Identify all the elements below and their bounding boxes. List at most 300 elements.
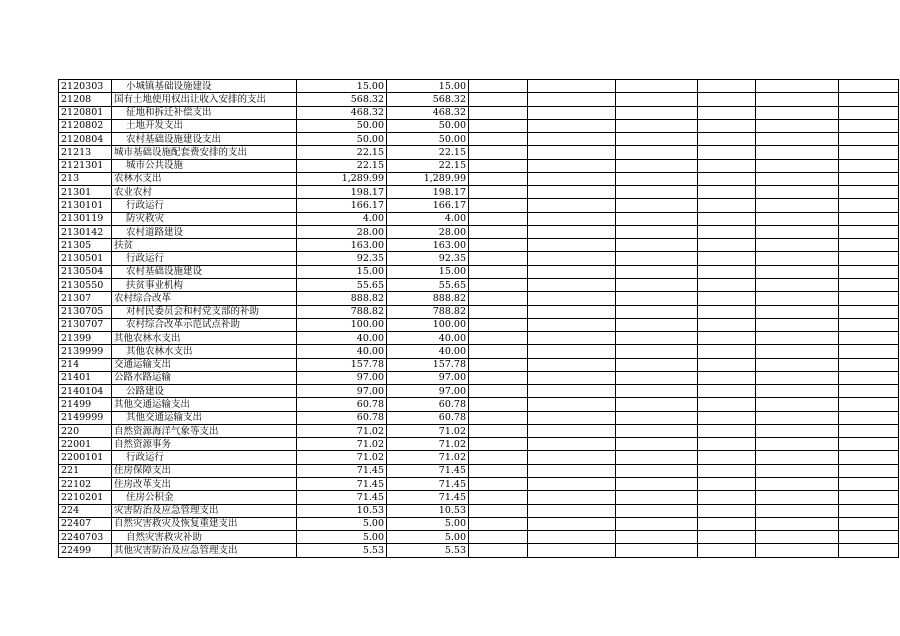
amount-cell: 40.00 bbox=[297, 332, 387, 345]
table-row bbox=[59, 385, 899, 398]
empty-cell bbox=[469, 159, 528, 172]
subject-name-cell: 自然灾害救灾补助 bbox=[112, 531, 297, 544]
empty-cell bbox=[839, 278, 899, 291]
empty-cell bbox=[839, 424, 899, 437]
subject-name-cell: 征地和拆迁补偿支出 bbox=[112, 106, 297, 119]
empty-cell bbox=[839, 318, 899, 331]
subject-name-cell: 其他灾害防治及应急管理支出 bbox=[112, 544, 297, 557]
empty-cell bbox=[756, 411, 839, 424]
subject-code-cell: 22499 bbox=[59, 544, 112, 557]
subject-name-cell: 自然灾害救灾及恢复重建支出 bbox=[112, 517, 297, 530]
table-row bbox=[59, 186, 899, 199]
amount-cell: 5.53 bbox=[297, 544, 387, 557]
empty-cell bbox=[469, 133, 528, 146]
table-row bbox=[59, 451, 899, 464]
amount-cell: 50.00 bbox=[387, 119, 469, 132]
table-row bbox=[59, 358, 899, 371]
table-row bbox=[59, 212, 899, 225]
empty-cell bbox=[616, 278, 698, 291]
empty-cell bbox=[839, 239, 899, 252]
empty-cell bbox=[616, 119, 698, 132]
empty-cell bbox=[616, 451, 698, 464]
empty-cell bbox=[698, 424, 756, 437]
empty-cell bbox=[756, 464, 839, 477]
amount-cell: 788.82 bbox=[297, 305, 387, 318]
empty-cell bbox=[528, 385, 616, 398]
empty-cell bbox=[469, 225, 528, 238]
empty-cell bbox=[698, 371, 756, 384]
amount-cell: 1,289.99 bbox=[387, 172, 469, 185]
empty-cell bbox=[698, 106, 756, 119]
table-row bbox=[59, 172, 899, 185]
empty-cell bbox=[756, 292, 839, 305]
amount-cell: 468.32 bbox=[387, 106, 469, 119]
table-row bbox=[59, 371, 899, 384]
subject-name-cell: 农林水支出 bbox=[112, 172, 297, 185]
empty-cell bbox=[616, 292, 698, 305]
empty-cell bbox=[756, 345, 839, 358]
amount-cell: 22.15 bbox=[297, 146, 387, 159]
empty-cell bbox=[756, 252, 839, 265]
empty-cell bbox=[839, 477, 899, 490]
table-row bbox=[59, 332, 899, 345]
subject-code-cell: 2130142 bbox=[59, 225, 112, 238]
amount-cell: 100.00 bbox=[297, 318, 387, 331]
empty-cell bbox=[756, 438, 839, 451]
table-row bbox=[59, 252, 899, 265]
empty-cell bbox=[616, 385, 698, 398]
subject-code-cell: 21208 bbox=[59, 93, 112, 106]
empty-cell bbox=[469, 252, 528, 265]
empty-cell bbox=[469, 371, 528, 384]
subject-code-cell: 2149999 bbox=[59, 411, 112, 424]
empty-cell bbox=[839, 504, 899, 517]
amount-cell: 40.00 bbox=[387, 345, 469, 358]
amount-cell: 92.35 bbox=[387, 252, 469, 265]
empty-cell bbox=[756, 199, 839, 212]
empty-cell bbox=[528, 212, 616, 225]
empty-cell bbox=[469, 385, 528, 398]
table-row bbox=[59, 93, 899, 106]
empty-cell bbox=[698, 225, 756, 238]
amount-cell: 163.00 bbox=[387, 239, 469, 252]
amount-cell: 60.78 bbox=[387, 411, 469, 424]
table-row bbox=[59, 504, 899, 517]
empty-cell bbox=[756, 371, 839, 384]
amount-cell: 55.65 bbox=[297, 278, 387, 291]
amount-cell: 71.02 bbox=[387, 424, 469, 437]
subject-name-cell: 交通运输支出 bbox=[112, 358, 297, 371]
empty-cell bbox=[528, 358, 616, 371]
empty-cell bbox=[839, 212, 899, 225]
empty-cell bbox=[756, 451, 839, 464]
amount-cell: 97.00 bbox=[387, 371, 469, 384]
empty-cell bbox=[528, 318, 616, 331]
empty-cell bbox=[839, 385, 899, 398]
empty-cell bbox=[528, 411, 616, 424]
subject-code-cell: 221 bbox=[59, 464, 112, 477]
amount-cell: 60.78 bbox=[387, 398, 469, 411]
empty-cell bbox=[528, 133, 616, 146]
amount-cell: 71.45 bbox=[297, 477, 387, 490]
subject-code-cell: 220 bbox=[59, 424, 112, 437]
subject-name-cell: 行政运行 bbox=[112, 451, 297, 464]
amount-cell: 71.02 bbox=[297, 438, 387, 451]
table-row bbox=[59, 531, 899, 544]
amount-cell: 163.00 bbox=[297, 239, 387, 252]
empty-cell bbox=[839, 159, 899, 172]
empty-cell bbox=[616, 411, 698, 424]
empty-cell bbox=[469, 345, 528, 358]
empty-cell bbox=[756, 146, 839, 159]
empty-cell bbox=[469, 464, 528, 477]
amount-cell: 15.00 bbox=[387, 80, 469, 93]
empty-cell bbox=[698, 305, 756, 318]
subject-code-cell: 21213 bbox=[59, 146, 112, 159]
empty-cell bbox=[839, 517, 899, 530]
subject-code-cell: 2210201 bbox=[59, 491, 112, 504]
subject-code-cell: 21305 bbox=[59, 239, 112, 252]
empty-cell bbox=[756, 212, 839, 225]
table-row bbox=[59, 438, 899, 451]
empty-cell bbox=[839, 265, 899, 278]
empty-cell bbox=[616, 504, 698, 517]
empty-cell bbox=[616, 398, 698, 411]
subject-name-cell: 城市基础设施配套费安排的支出 bbox=[112, 146, 297, 159]
table-row bbox=[59, 225, 899, 238]
empty-cell bbox=[698, 278, 756, 291]
subject-name-cell: 防灾救灾 bbox=[112, 212, 297, 225]
empty-cell bbox=[528, 345, 616, 358]
empty-cell bbox=[839, 119, 899, 132]
empty-cell bbox=[839, 172, 899, 185]
empty-cell bbox=[698, 544, 756, 557]
empty-cell bbox=[698, 186, 756, 199]
amount-cell: 71.45 bbox=[387, 491, 469, 504]
empty-cell bbox=[469, 491, 528, 504]
empty-cell bbox=[698, 477, 756, 490]
empty-cell bbox=[528, 265, 616, 278]
subject-name-cell: 农村基础设施建设 bbox=[112, 265, 297, 278]
empty-cell bbox=[756, 504, 839, 517]
empty-cell bbox=[756, 332, 839, 345]
table-row bbox=[59, 517, 899, 530]
amount-cell: 50.00 bbox=[387, 133, 469, 146]
empty-cell bbox=[698, 133, 756, 146]
empty-cell bbox=[698, 358, 756, 371]
subject-name-cell: 其他交通运输支出 bbox=[112, 398, 297, 411]
subject-code-cell: 2120801 bbox=[59, 106, 112, 119]
empty-cell bbox=[839, 106, 899, 119]
empty-cell bbox=[756, 398, 839, 411]
subject-name-cell: 小城镇基础设施建设 bbox=[112, 80, 297, 93]
empty-cell bbox=[616, 159, 698, 172]
subject-name-cell: 农村综合改革 bbox=[112, 292, 297, 305]
empty-cell bbox=[528, 119, 616, 132]
empty-cell bbox=[698, 504, 756, 517]
empty-cell bbox=[528, 398, 616, 411]
subject-name-cell: 自然资源事务 bbox=[112, 438, 297, 451]
empty-cell bbox=[469, 265, 528, 278]
empty-cell bbox=[839, 438, 899, 451]
empty-cell bbox=[616, 80, 698, 93]
empty-cell bbox=[469, 451, 528, 464]
subject-code-cell: 224 bbox=[59, 504, 112, 517]
amount-cell: 97.00 bbox=[297, 371, 387, 384]
amount-cell: 5.00 bbox=[297, 517, 387, 530]
empty-cell bbox=[839, 371, 899, 384]
empty-cell bbox=[698, 239, 756, 252]
amount-cell: 22.15 bbox=[387, 159, 469, 172]
empty-cell bbox=[698, 451, 756, 464]
subject-code-cell: 2200101 bbox=[59, 451, 112, 464]
empty-cell bbox=[756, 385, 839, 398]
empty-cell bbox=[469, 212, 528, 225]
subject-name-cell: 农业农村 bbox=[112, 186, 297, 199]
empty-cell bbox=[528, 146, 616, 159]
empty-cell bbox=[756, 305, 839, 318]
amount-cell: 888.82 bbox=[387, 292, 469, 305]
amount-cell: 157.78 bbox=[387, 358, 469, 371]
subject-code-cell: 214 bbox=[59, 358, 112, 371]
empty-cell bbox=[698, 438, 756, 451]
empty-cell bbox=[698, 265, 756, 278]
empty-cell bbox=[528, 371, 616, 384]
amount-cell: 468.32 bbox=[297, 106, 387, 119]
empty-cell bbox=[839, 186, 899, 199]
amount-cell: 100.00 bbox=[387, 318, 469, 331]
empty-cell bbox=[469, 398, 528, 411]
table-row bbox=[59, 305, 899, 318]
empty-cell bbox=[469, 186, 528, 199]
empty-cell bbox=[528, 305, 616, 318]
subject-name-cell: 自然资源海洋气象等支出 bbox=[112, 424, 297, 437]
amount-cell: 28.00 bbox=[387, 225, 469, 238]
amount-cell: 5.00 bbox=[297, 531, 387, 544]
subject-code-cell: 2240703 bbox=[59, 531, 112, 544]
amount-cell: 10.53 bbox=[297, 504, 387, 517]
subject-code-cell: 2140104 bbox=[59, 385, 112, 398]
amount-cell: 5.53 bbox=[387, 544, 469, 557]
empty-cell bbox=[469, 239, 528, 252]
empty-cell bbox=[528, 477, 616, 490]
amount-cell: 97.00 bbox=[387, 385, 469, 398]
subject-code-cell: 21401 bbox=[59, 371, 112, 384]
amount-cell: 568.32 bbox=[297, 93, 387, 106]
empty-cell bbox=[528, 531, 616, 544]
empty-cell bbox=[469, 504, 528, 517]
amount-cell: 4.00 bbox=[297, 212, 387, 225]
empty-cell bbox=[698, 119, 756, 132]
empty-cell bbox=[469, 424, 528, 437]
amount-cell: 92.35 bbox=[297, 252, 387, 265]
empty-cell bbox=[698, 491, 756, 504]
empty-cell bbox=[839, 464, 899, 477]
empty-cell bbox=[616, 464, 698, 477]
amount-cell: 166.17 bbox=[387, 199, 469, 212]
empty-cell bbox=[528, 292, 616, 305]
amount-cell: 166.17 bbox=[297, 199, 387, 212]
empty-cell bbox=[528, 80, 616, 93]
subject-name-cell: 公路水路运输 bbox=[112, 371, 297, 384]
empty-cell bbox=[528, 424, 616, 437]
empty-cell bbox=[616, 477, 698, 490]
empty-cell bbox=[616, 265, 698, 278]
empty-cell bbox=[616, 544, 698, 557]
subject-code-cell: 21307 bbox=[59, 292, 112, 305]
empty-cell bbox=[616, 252, 698, 265]
subject-code-cell: 21499 bbox=[59, 398, 112, 411]
amount-cell: 22.15 bbox=[297, 159, 387, 172]
amount-cell: 60.78 bbox=[297, 398, 387, 411]
empty-cell bbox=[756, 172, 839, 185]
empty-cell bbox=[698, 345, 756, 358]
empty-cell bbox=[839, 93, 899, 106]
empty-cell bbox=[698, 385, 756, 398]
empty-cell bbox=[698, 398, 756, 411]
empty-cell bbox=[616, 371, 698, 384]
empty-cell bbox=[698, 212, 756, 225]
empty-cell bbox=[469, 172, 528, 185]
empty-cell bbox=[756, 491, 839, 504]
amount-cell: 40.00 bbox=[297, 345, 387, 358]
subject-code-cell: 2120303 bbox=[59, 80, 112, 93]
subject-code-cell: 2130707 bbox=[59, 318, 112, 331]
empty-cell bbox=[756, 106, 839, 119]
empty-cell bbox=[698, 159, 756, 172]
amount-cell: 5.00 bbox=[387, 517, 469, 530]
empty-cell bbox=[469, 146, 528, 159]
empty-cell bbox=[839, 133, 899, 146]
empty-cell bbox=[469, 278, 528, 291]
subject-code-cell: 21399 bbox=[59, 332, 112, 345]
amount-cell: 50.00 bbox=[297, 119, 387, 132]
empty-cell bbox=[839, 398, 899, 411]
empty-cell bbox=[528, 451, 616, 464]
empty-cell bbox=[839, 358, 899, 371]
table-row bbox=[59, 491, 899, 504]
subject-code-cell: 2130550 bbox=[59, 278, 112, 291]
empty-cell bbox=[698, 464, 756, 477]
subject-code-cell: 2139999 bbox=[59, 345, 112, 358]
empty-cell bbox=[756, 278, 839, 291]
amount-cell: 97.00 bbox=[297, 385, 387, 398]
subject-code-cell: 2120804 bbox=[59, 133, 112, 146]
table-row bbox=[59, 159, 899, 172]
empty-cell bbox=[528, 93, 616, 106]
subject-name-cell: 扶贫 bbox=[112, 239, 297, 252]
empty-cell bbox=[616, 305, 698, 318]
empty-cell bbox=[839, 345, 899, 358]
empty-cell bbox=[616, 146, 698, 159]
empty-cell bbox=[469, 106, 528, 119]
empty-cell bbox=[698, 292, 756, 305]
empty-cell bbox=[469, 305, 528, 318]
empty-cell bbox=[698, 318, 756, 331]
empty-cell bbox=[528, 491, 616, 504]
amount-cell: 71.45 bbox=[387, 464, 469, 477]
amount-cell: 71.45 bbox=[297, 464, 387, 477]
empty-cell bbox=[839, 80, 899, 93]
empty-cell bbox=[756, 225, 839, 238]
empty-cell bbox=[756, 133, 839, 146]
empty-cell bbox=[839, 292, 899, 305]
table-row bbox=[59, 265, 899, 278]
empty-cell bbox=[839, 252, 899, 265]
subject-code-cell: 2130119 bbox=[59, 212, 112, 225]
table-row bbox=[59, 464, 899, 477]
empty-cell bbox=[839, 411, 899, 424]
empty-cell bbox=[839, 305, 899, 318]
empty-cell bbox=[698, 531, 756, 544]
empty-cell bbox=[839, 491, 899, 504]
empty-cell bbox=[528, 544, 616, 557]
empty-cell bbox=[469, 531, 528, 544]
subject-name-cell: 灾害防治及应急管理支出 bbox=[112, 504, 297, 517]
subject-name-cell: 住房改革支出 bbox=[112, 477, 297, 490]
subject-name-cell: 公路建设 bbox=[112, 385, 297, 398]
amount-cell: 60.78 bbox=[297, 411, 387, 424]
empty-cell bbox=[469, 358, 528, 371]
table-row bbox=[59, 199, 899, 212]
amount-cell: 71.02 bbox=[297, 424, 387, 437]
empty-cell bbox=[616, 133, 698, 146]
amount-cell: 71.02 bbox=[387, 451, 469, 464]
subject-code-cell: 2130504 bbox=[59, 265, 112, 278]
empty-cell bbox=[528, 252, 616, 265]
amount-cell: 157.78 bbox=[297, 358, 387, 371]
amount-cell: 71.45 bbox=[297, 491, 387, 504]
empty-cell bbox=[616, 491, 698, 504]
empty-cell bbox=[616, 199, 698, 212]
empty-cell bbox=[616, 93, 698, 106]
table-row bbox=[59, 411, 899, 424]
empty-cell bbox=[756, 424, 839, 437]
empty-cell bbox=[756, 358, 839, 371]
empty-cell bbox=[756, 318, 839, 331]
subject-name-cell: 土地开发支出 bbox=[112, 119, 297, 132]
amount-cell: 15.00 bbox=[297, 265, 387, 278]
empty-cell bbox=[698, 252, 756, 265]
table-row bbox=[59, 106, 899, 119]
table-row bbox=[59, 544, 899, 557]
amount-cell: 15.00 bbox=[387, 265, 469, 278]
empty-cell bbox=[839, 225, 899, 238]
empty-cell bbox=[839, 544, 899, 557]
empty-cell bbox=[469, 80, 528, 93]
empty-cell bbox=[616, 212, 698, 225]
subject-code-cell: 22407 bbox=[59, 517, 112, 530]
table-row bbox=[59, 133, 899, 146]
subject-code-cell: 21301 bbox=[59, 186, 112, 199]
subject-name-cell: 住房保障支出 bbox=[112, 464, 297, 477]
empty-cell bbox=[469, 411, 528, 424]
empty-cell bbox=[616, 358, 698, 371]
empty-cell bbox=[756, 517, 839, 530]
subject-name-cell: 城市公共设施 bbox=[112, 159, 297, 172]
empty-cell bbox=[839, 451, 899, 464]
table-row bbox=[59, 80, 899, 93]
subject-code-cell: 2120802 bbox=[59, 119, 112, 132]
empty-cell bbox=[839, 199, 899, 212]
empty-cell bbox=[698, 199, 756, 212]
empty-cell bbox=[698, 172, 756, 185]
table-row bbox=[59, 318, 899, 331]
empty-cell bbox=[698, 146, 756, 159]
empty-cell bbox=[528, 186, 616, 199]
empty-cell bbox=[698, 93, 756, 106]
empty-cell bbox=[616, 225, 698, 238]
